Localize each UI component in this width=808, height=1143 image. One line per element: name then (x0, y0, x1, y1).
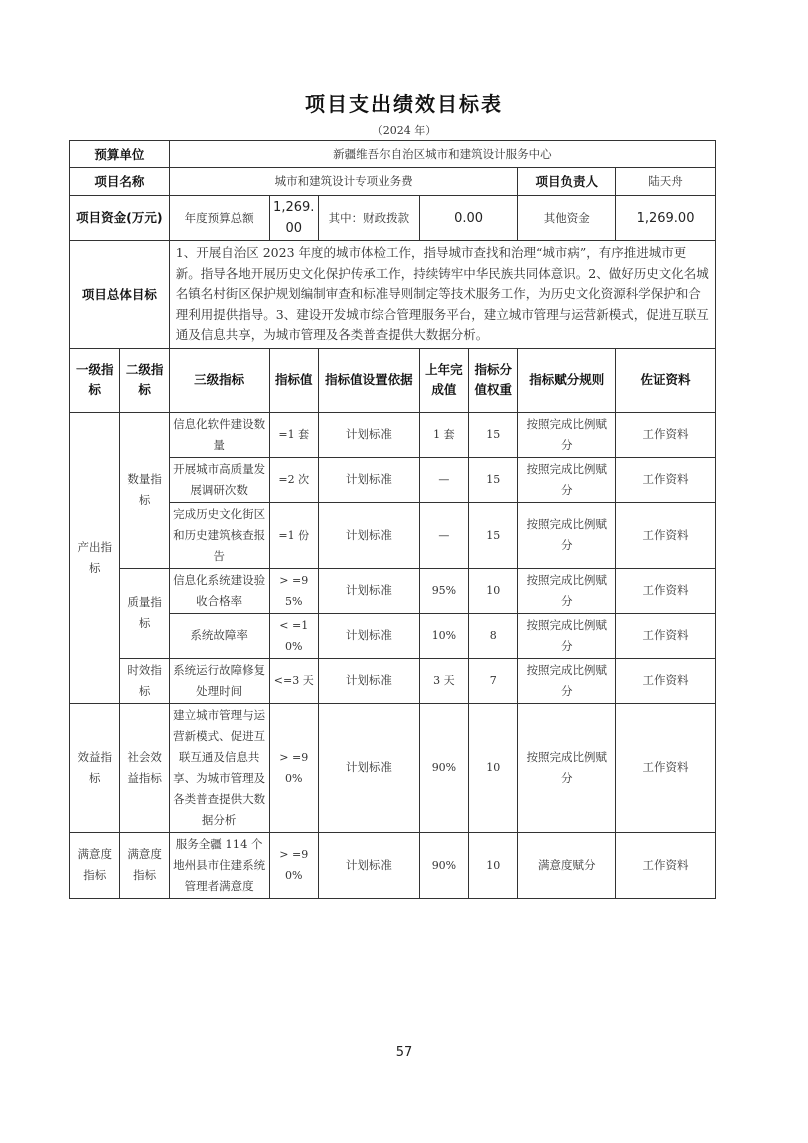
header-evidence: 佐证资料 (616, 348, 716, 412)
rule-cell: 按照完成比例赋分 (518, 613, 616, 658)
target-value-cell: > =90% (269, 703, 318, 832)
evidence-cell: 工作资料 (616, 502, 716, 568)
header-last-year: 上年完成值 (419, 348, 468, 412)
header-rule: 指标赋分规则 (518, 348, 616, 412)
evidence-cell: 工作资料 (616, 457, 716, 502)
level2-satisfaction: 满意度指标 (120, 832, 169, 898)
last-year-cell: — (419, 457, 468, 502)
target-value-cell: < =10% (269, 613, 318, 658)
header-level3: 三级指标 (169, 348, 269, 412)
basis-cell: 计划标准 (318, 832, 419, 898)
level3-cell: 信息化系统建设验收合格率 (169, 568, 269, 613)
fiscal-allocation-label: 其中：财政拨款 (318, 196, 419, 241)
last-year-cell: 3 天 (419, 658, 468, 703)
rule-cell: 满意度赋分 (518, 832, 616, 898)
basis-cell: 计划标准 (318, 502, 419, 568)
level1-benefit: 效益指标 (70, 703, 120, 832)
evidence-cell: 工作资料 (616, 703, 716, 832)
rule-cell: 按照完成比例赋分 (518, 457, 616, 502)
level2-social-benefit: 社会效益指标 (120, 703, 169, 832)
weight-cell: 10 (469, 703, 518, 832)
document-title: 项目支出绩效目标表 (305, 92, 503, 116)
level3-cell: 系统运行故障修复处理时间 (169, 658, 269, 703)
other-funds-value: 1,269.00 (616, 196, 716, 241)
last-year-cell: 1 套 (419, 412, 468, 457)
target-value-cell: =1 份 (269, 502, 318, 568)
weight-cell: 7 (469, 658, 518, 703)
header-basis: 指标值设置依据 (318, 348, 419, 412)
weight-cell: 10 (469, 832, 518, 898)
level3-cell: 信息化软件建设数量 (169, 412, 269, 457)
rule-cell: 按照完成比例赋分 (518, 412, 616, 457)
target-value-cell: <=3 天 (269, 658, 318, 703)
level1-output: 产出指标 (70, 412, 120, 703)
performance-target-table (69, 140, 716, 899)
evidence-cell: 工作资料 (616, 412, 716, 457)
last-year-cell: 90% (419, 703, 468, 832)
rule-cell: 按照完成比例赋分 (518, 502, 616, 568)
rule-cell: 按照完成比例赋分 (518, 658, 616, 703)
evidence-cell: 工作资料 (616, 658, 716, 703)
overall-goal-label: 项目总体目标 (70, 241, 170, 349)
level3-cell: 建立城市管理与运营新模式、促进互联互通及信息共享、为城市管理及各类普查提供大数据分析 (169, 703, 269, 832)
target-value-cell: > =90% (269, 832, 318, 898)
annual-budget-label: 年度预算总额 (169, 196, 269, 241)
rule-cell: 按照完成比例赋分 (518, 568, 616, 613)
fiscal-allocation-value: 0.00 (419, 196, 518, 241)
weight-cell: 8 (469, 613, 518, 658)
basis-cell: 计划标准 (318, 457, 419, 502)
target-value-cell: =2 次 (269, 457, 318, 502)
page-number: 57 (395, 1045, 413, 1060)
indicator-row (70, 568, 716, 613)
project-name-label: 项目名称 (70, 168, 170, 196)
indicator-row (70, 658, 716, 703)
weight-cell: 10 (469, 568, 518, 613)
evidence-cell: 工作资料 (616, 568, 716, 613)
indicator-header-row (70, 348, 716, 412)
rule-cell: 按照完成比例赋分 (518, 703, 616, 832)
last-year-cell: 10% (419, 613, 468, 658)
budget-unit-row (70, 141, 716, 168)
overall-goal-text: 1、开展自治区 2023 年度的城市体检工作，指导城市查找和治理“城市病”，有序推进城市更新。指导各地开展历史文化保护传承工作，持续铸牢中华民族共同体意识。2、做好历史文化名城名镇名村街区保护规划编制审查和标准导则制定等技术服务工作，为历史文化资源科学保护和合理利用提供指导。3、建设开发城市综合管理服务平台，建立城市管理与运营新模式，促进互联互通及信息共享，为城市管理及各类普查提供大数据分析。 (169, 241, 715, 349)
basis-cell: 计划标准 (318, 568, 419, 613)
last-year-cell: 95% (419, 568, 468, 613)
basis-cell: 计划标准 (318, 703, 419, 832)
funds-label: 项目资金(万元) (70, 196, 170, 241)
weight-cell: 15 (469, 457, 518, 502)
target-value-cell: > =95% (269, 568, 318, 613)
project-leader-value: 陆天舟 (616, 168, 716, 196)
level3-cell: 完成历史文化街区和历史建筑核查报告 (169, 502, 269, 568)
header-level1: 一级指标 (70, 348, 120, 412)
overall-goal-row (70, 241, 716, 349)
level3-cell: 服务全疆 114 个地州县市住建系统管理者满意度 (169, 832, 269, 898)
header-weight: 指标分值权重 (469, 348, 518, 412)
level3-cell: 开展城市高质量发展调研次数 (169, 457, 269, 502)
basis-cell: 计划标准 (318, 658, 419, 703)
weight-cell: 15 (469, 412, 518, 457)
annual-budget-value: 1,269.00 (269, 196, 318, 241)
evidence-cell: 工作资料 (616, 613, 716, 658)
level3-cell: 系统故障率 (169, 613, 269, 658)
level2-timeliness: 时效指标 (120, 658, 169, 703)
indicator-row (70, 832, 716, 898)
project-name-value: 城市和建筑设计专项业务费 (169, 168, 518, 196)
basis-cell: 计划标准 (318, 412, 419, 457)
evidence-cell: 工作资料 (616, 832, 716, 898)
level1-satisfaction: 满意度指标 (70, 832, 120, 898)
last-year-cell: — (419, 502, 468, 568)
header-level2: 二级指标 (120, 348, 169, 412)
last-year-cell: 90% (419, 832, 468, 898)
document-year: （2024 年） (371, 124, 437, 137)
project-name-row (70, 168, 716, 196)
basis-cell: 计划标准 (318, 613, 419, 658)
header-value: 指标值 (269, 348, 318, 412)
indicator-row (70, 703, 716, 832)
indicator-row (70, 412, 716, 457)
target-value-cell: =1 套 (269, 412, 318, 457)
budget-unit-label: 预算单位 (70, 141, 170, 168)
level2-quantity: 数量指标 (120, 412, 169, 568)
other-funds-label: 其他资金 (518, 196, 616, 241)
level2-quality: 质量指标 (120, 568, 169, 658)
project-leader-label: 项目负责人 (518, 168, 616, 196)
funds-row (70, 196, 716, 241)
weight-cell: 15 (469, 502, 518, 568)
budget-unit-value: 新疆维吾尔自治区城市和建筑设计服务中心 (169, 141, 715, 168)
